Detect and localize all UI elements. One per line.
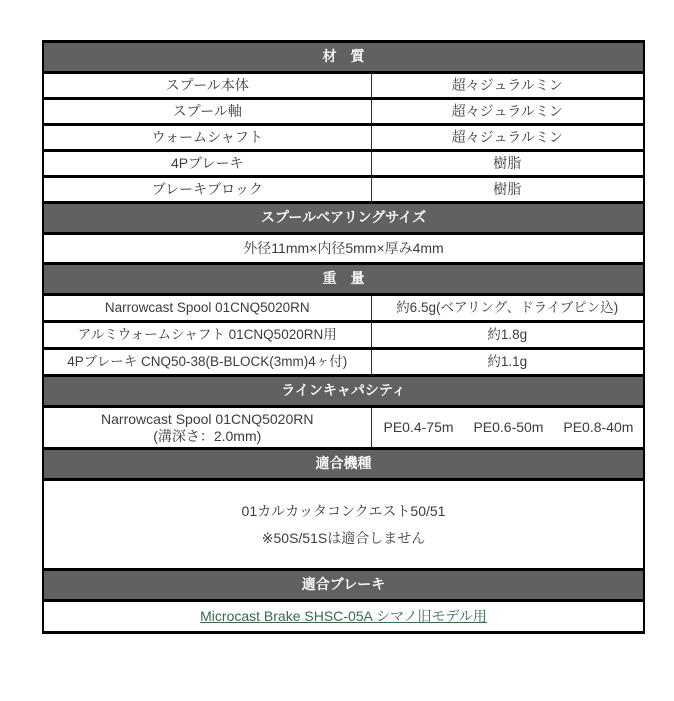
line-capacity-row-value: [371, 407, 644, 449]
weight-row: [43, 349, 644, 376]
weight-row-value: 約6.5g(ベアリング、ドライブピン込): [371, 295, 644, 322]
weight-row-label: アルミウォームシャフト 01CNQ5020RN用: [43, 322, 371, 349]
line-capacity-row: [43, 407, 644, 449]
material-row-label: ウォームシャフト: [43, 125, 371, 151]
material-row-label: スプール軸: [43, 99, 371, 125]
spec-table: [42, 40, 645, 634]
compatible-models-line1: 01カルカッタコンクエスト50/51: [241, 502, 446, 519]
line-capacity-label-line2: (溝深さ：2.0mm): [153, 427, 262, 444]
compatible-models-line2: ※50S/51Sは適合しません: [261, 529, 426, 546]
pe-capacity-value: PE0.8-40m: [563, 418, 634, 435]
section-header-bearing-size: スプールベアリングサイズ: [43, 203, 644, 234]
section-header-compatible-models: 適合機種: [43, 449, 644, 480]
weight-row-label: 4Pブレーキ CNQ50-38(B-BLOCK(3mm)4ヶ付): [43, 349, 371, 376]
section-header-weight: 重 量: [43, 264, 644, 295]
table-row: [43, 264, 644, 295]
table-row: [43, 449, 644, 480]
table-row: [43, 376, 644, 407]
compatible-brake-cell: [43, 601, 644, 633]
material-row: [43, 99, 644, 125]
pe-capacity-value: PE0.6-50m: [473, 418, 544, 435]
compatible-models-block: [43, 480, 644, 570]
pe-capacity-value: PE0.4-75m: [383, 418, 454, 435]
material-row-label: 4Pブレーキ: [43, 151, 371, 177]
bearing-size-value: 外径11mm×内径5mm×厚み4mm: [43, 234, 644, 264]
line-capacity-row-label: [43, 407, 371, 449]
weight-row-value: 約1.1g: [371, 349, 644, 376]
compatible-brake-row: [43, 601, 644, 633]
bearing-size-row: [43, 234, 644, 264]
table-row: [43, 570, 644, 601]
material-row-label: ブレーキブロック: [43, 177, 371, 203]
section-header-line-capacity: ラインキャパシティ: [43, 376, 644, 407]
material-row: [43, 177, 644, 203]
section-header-material: 材 質: [43, 42, 644, 73]
compatible-brake-link[interactable]: Microcast Brake SHSC-05A シマノ旧モデル用: [200, 607, 487, 624]
material-row-value: 樹脂: [371, 151, 644, 177]
weight-row-label: Narrowcast Spool 01CNQ5020RN: [43, 295, 371, 322]
table-row: [43, 203, 644, 234]
table-row: [43, 42, 644, 73]
line-capacity-label-line1: Narrowcast Spool 01CNQ5020RN: [101, 410, 314, 427]
weight-row: [43, 322, 644, 349]
material-row: [43, 125, 644, 151]
section-header-compatible-brake: 適合ブレーキ: [43, 570, 644, 601]
material-row-label: スプール本体: [43, 73, 371, 99]
compatible-models-row: [43, 480, 644, 570]
material-row: [43, 73, 644, 99]
material-row: [43, 151, 644, 177]
weight-row: [43, 295, 644, 322]
weight-row-value: 約1.8g: [371, 322, 644, 349]
material-row-value: 超々ジュラルミン: [371, 99, 644, 125]
material-row-value: 樹脂: [371, 177, 644, 203]
material-row-value: 超々ジュラルミン: [371, 73, 644, 99]
material-row-value: 超々ジュラルミン: [371, 125, 644, 151]
